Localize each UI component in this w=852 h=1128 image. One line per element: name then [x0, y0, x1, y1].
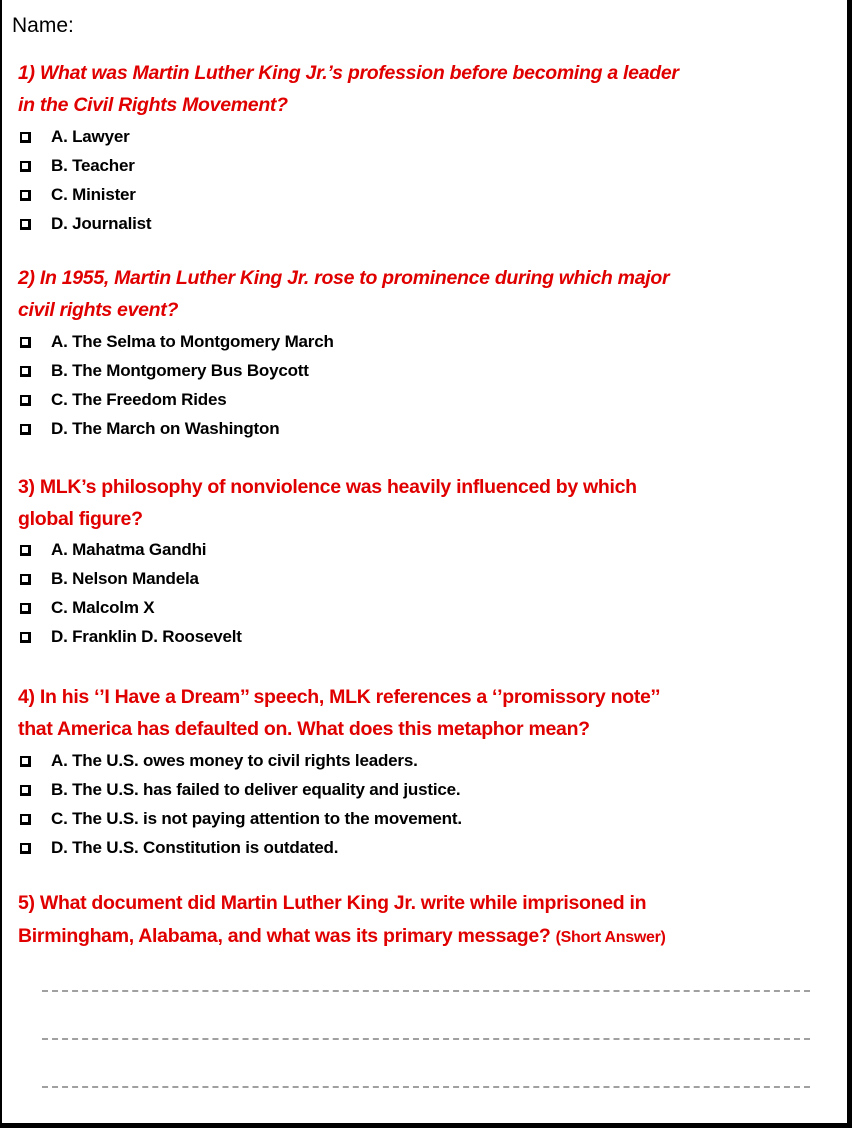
answer-option[interactable]	[20, 627, 242, 647]
checkbox-icon[interactable]	[20, 814, 31, 825]
question-line: 5) What document did Martin Luther King Jr. write while imprisoned in	[18, 892, 647, 914]
name-label: Name:	[12, 14, 74, 37]
checkbox-icon[interactable]	[20, 785, 31, 796]
answer-option[interactable]	[20, 332, 334, 352]
answer-option[interactable]	[20, 127, 130, 147]
worksheet-page	[2, 0, 847, 1123]
checkbox-icon[interactable]	[20, 632, 31, 643]
option-label: B. The Montgomery Bus Boycott	[51, 361, 309, 380]
answer-option[interactable]	[20, 185, 136, 205]
checkbox-icon[interactable]	[20, 366, 31, 377]
checkbox-icon[interactable]	[20, 545, 31, 556]
question-4-text	[18, 718, 590, 741]
option-label: B. Nelson Mandela	[51, 569, 199, 588]
checkbox-icon[interactable]	[20, 843, 31, 854]
question-3-text	[18, 508, 143, 531]
option-label: D. Franklin D. Roosevelt	[51, 627, 242, 646]
answer-option[interactable]	[20, 419, 279, 439]
answer-option[interactable]	[20, 540, 206, 560]
option-label: C. Minister	[51, 185, 136, 204]
question-line: in the Civil Rights Movement?	[18, 94, 288, 116]
short-answer-note: (Short Answer)	[555, 929, 666, 946]
checkbox-icon[interactable]	[20, 574, 31, 585]
checkbox-icon[interactable]	[20, 424, 31, 435]
option-label: A. The Selma to Montgomery March	[51, 332, 334, 351]
checkbox-icon[interactable]	[20, 219, 31, 230]
option-label: B. Teacher	[51, 156, 135, 175]
option-label: C. Malcolm X	[51, 598, 155, 617]
answer-option[interactable]	[20, 156, 135, 176]
option-label: C. The U.S. is not paying attention to the movement.	[51, 809, 462, 828]
question-line: 3) MLK’s philosophy of nonviolence was heavily influenced by which	[18, 476, 637, 498]
question-5-text	[18, 925, 666, 948]
answer-option[interactable]	[20, 838, 338, 858]
answer-line[interactable]	[42, 1086, 810, 1088]
question-line: 2) In 1955, Martin Luther King Jr. rose to prominence during which major	[18, 267, 670, 289]
question-2-text	[18, 299, 178, 322]
option-label: B. The U.S. has failed to deliver equality and justice.	[51, 780, 461, 799]
checkbox-icon[interactable]	[20, 132, 31, 143]
answer-option[interactable]	[20, 361, 309, 381]
answer-line[interactable]	[42, 990, 810, 992]
question-5-text	[18, 892, 646, 915]
option-label: C. The Freedom Rides	[51, 390, 227, 409]
answer-option[interactable]	[20, 569, 199, 589]
checkbox-icon[interactable]	[20, 337, 31, 348]
answer-option[interactable]	[20, 751, 418, 771]
answer-option[interactable]	[20, 598, 154, 618]
option-label: A. Lawyer	[51, 127, 130, 146]
question-1-text	[18, 62, 679, 85]
answer-option[interactable]	[20, 809, 462, 829]
checkbox-icon[interactable]	[20, 395, 31, 406]
answer-line[interactable]	[42, 1038, 810, 1040]
question-line: that America has defaulted on. What does this metaphor mean?	[18, 718, 590, 740]
question-1-text	[18, 94, 288, 117]
answer-option[interactable]	[20, 390, 226, 410]
option-label: A. The U.S. owes money to civil rights leaders.	[51, 751, 418, 770]
answer-option[interactable]	[20, 214, 151, 234]
answer-option[interactable]	[20, 780, 460, 800]
question-line: civil rights event?	[18, 299, 179, 321]
question-2-text	[18, 267, 669, 290]
option-label: D. Journalist	[51, 214, 152, 233]
question-line: Birmingham, Alabama, and what was its primary message?	[18, 925, 551, 947]
option-label: D. The U.S. Constitution is outdated.	[51, 838, 339, 857]
question-line: global figure?	[18, 508, 143, 530]
question-line: 4) In his ‘’I Have a Dream’’ speech, MLK references a ‘’promissory note’’	[18, 686, 661, 708]
checkbox-icon[interactable]	[20, 603, 31, 614]
checkbox-icon[interactable]	[20, 190, 31, 201]
question-line: 1) What was Martin Luther King Jr.’s profession before becoming a leader	[18, 62, 679, 84]
question-3-text	[18, 476, 637, 499]
option-label: D. The March on Washington	[51, 419, 280, 438]
checkbox-icon[interactable]	[20, 161, 31, 172]
question-4-text	[18, 686, 660, 709]
checkbox-icon[interactable]	[20, 756, 31, 767]
option-label: A. Mahatma Gandhi	[51, 540, 207, 559]
